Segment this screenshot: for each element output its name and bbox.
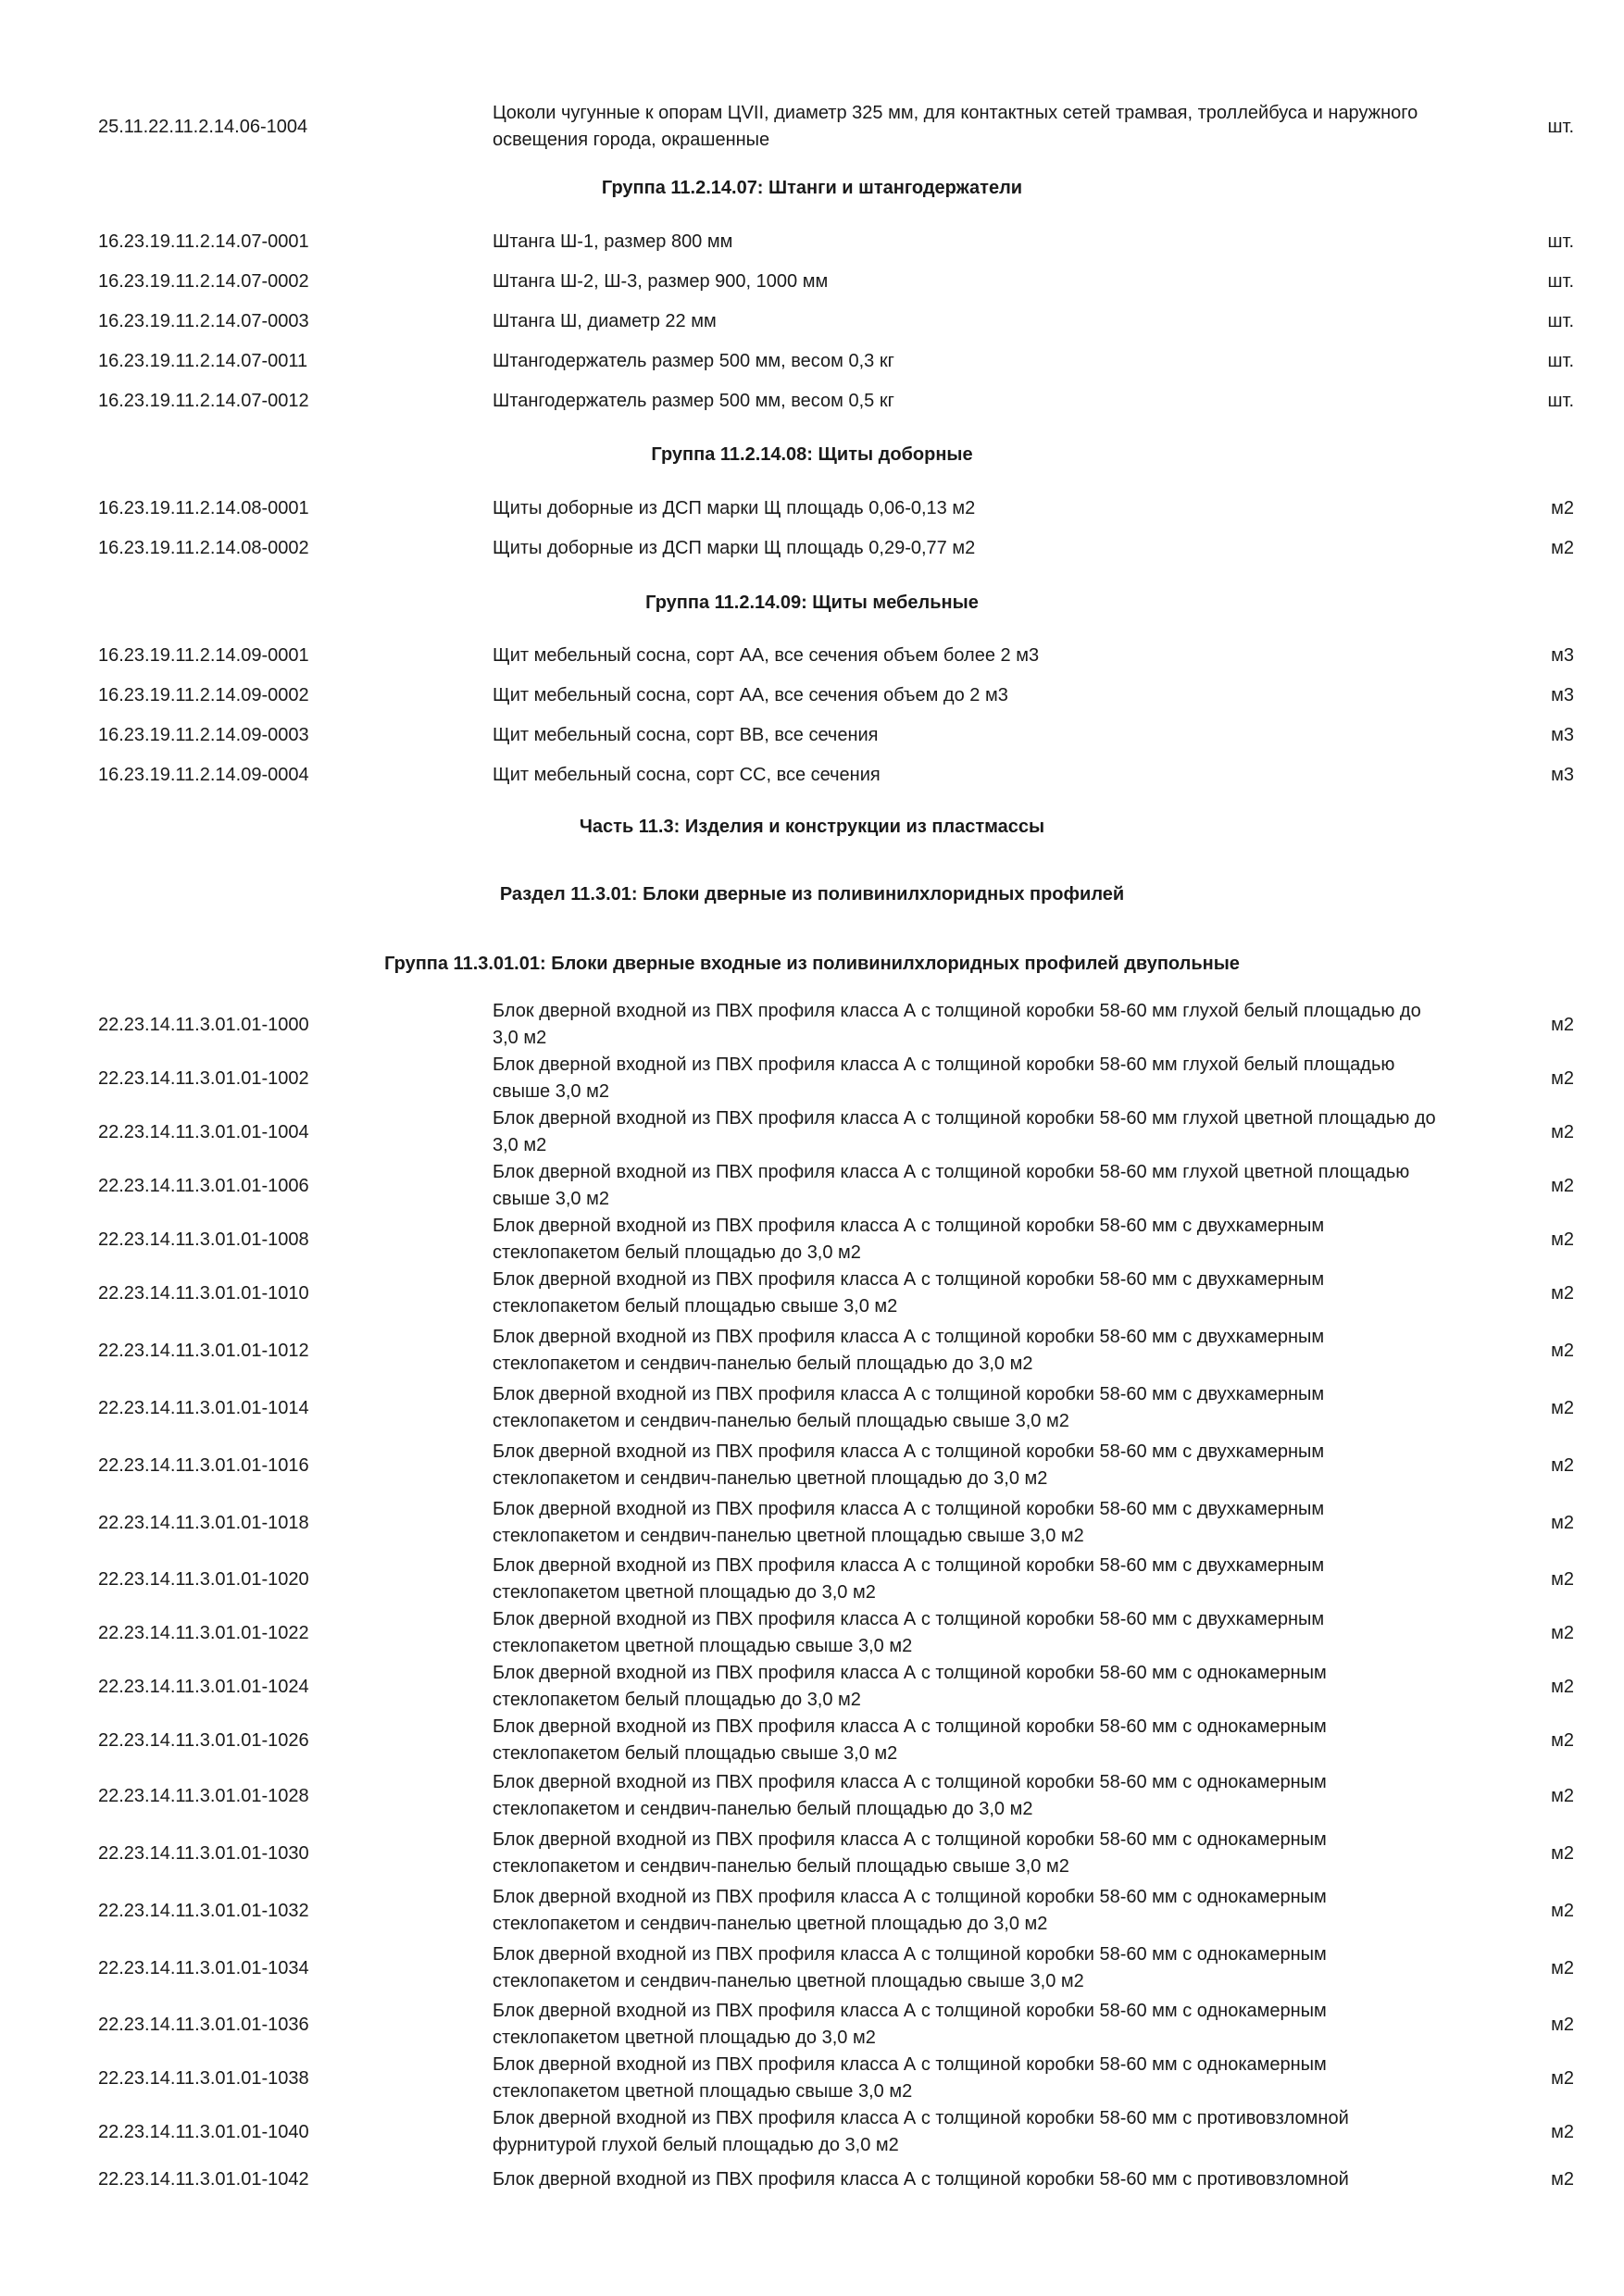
table-row <box>0 1323 1624 1379</box>
row-unit: м2 <box>1551 1282 1574 1304</box>
table-row <box>0 2165 1624 2193</box>
row-unit: м2 <box>1551 1121 1574 1142</box>
table-row <box>0 642 1624 669</box>
table-row <box>0 98 1624 156</box>
row-code: 22.23.14.11.3.01.01-1010 <box>98 1282 309 1304</box>
row-code: 22.23.14.11.3.01.01-1024 <box>98 1676 309 1697</box>
row-code: 22.23.14.11.3.01.01-1032 <box>98 1900 309 1921</box>
row-name: Блок дверной входной из ПВХ профиля класса А с толщиной коробки 58-60 мм с однокамерным стеклопакетом и сендвич-панелью белый площадью свыше 3,0 м2 <box>493 1829 1327 1877</box>
table-row <box>0 998 1624 1052</box>
row-unit: м2 <box>1551 1900 1574 1921</box>
table-row <box>0 228 1624 256</box>
row-code: 22.23.14.11.3.01.01-1012 <box>98 1340 309 1361</box>
row-code: 16.23.19.11.2.14.08-0002 <box>98 537 309 558</box>
row-unit: шт. <box>1547 350 1574 371</box>
row-unit: шт. <box>1547 270 1574 292</box>
row-unit: м2 <box>1551 1229 1574 1250</box>
row-unit: м2 <box>1551 2121 1574 2142</box>
row-unit: м2 <box>1551 1175 1574 1196</box>
table-row <box>0 1660 1624 1714</box>
row-code: 16.23.19.11.2.14.07-0003 <box>98 310 309 331</box>
row-unit: м2 <box>1551 1729 1574 1751</box>
table-row <box>0 681 1624 709</box>
row-code: 16.23.19.11.2.14.07-0002 <box>98 270 309 292</box>
row-code: 22.23.14.11.3.01.01-1042 <box>98 2168 309 2190</box>
row-code: 22.23.14.11.3.01.01-1030 <box>98 1842 309 1864</box>
table-row <box>0 1883 1624 1939</box>
row-name: Блок дверной входной из ПВХ профиля класса А с толщиной коробки 58-60 мм с двухкамерным стеклопакетом и сендвич-панелью цветной площадью свыше 3,0 м2 <box>493 1499 1325 1546</box>
row-name: Блок дверной входной из ПВХ профиля класса А с толщиной коробки 58-60 мм с однокамерным стеклопакетом белый площадью свыше 3,0 м2 <box>493 1716 1327 1764</box>
table-row <box>0 534 1624 562</box>
row-unit: шт. <box>1547 390 1574 411</box>
row-code: 16.23.19.11.2.14.07-0001 <box>98 231 309 252</box>
row-code: 16.23.19.11.2.14.09-0004 <box>98 764 309 785</box>
row-name: Цоколи чугунные к опорам ЦVII, диаметр 325 мм, для контактных сетей трамвая, троллейбуса и наружного освещения города, окрашенные <box>493 103 1418 150</box>
row-code: 16.23.19.11.2.14.09-0002 <box>98 684 309 705</box>
table-row <box>0 1495 1624 1551</box>
row-name: Блок дверной входной из ПВХ профиля класса А с толщиной коробки 58-60 мм с однокамерным стеклопакетом и сендвич-панелью цветной площадью до 3,0 м2 <box>493 1887 1327 1934</box>
row-unit: м2 <box>1551 1957 1574 1978</box>
row-name: Блок дверной входной из ПВХ профиля класса А с толщиной коробки 58-60 мм с однокамерным стеклопакетом цветной площадью свыше 3,0 м2 <box>493 2054 1327 2102</box>
row-name: Щит мебельный сосна, сорт ВВ, все сечения <box>493 724 879 745</box>
row-name: Блок дверной входной из ПВХ профиля класса А с толщиной коробки 58-60 мм с однокамерным стеклопакетом белый площадью до 3,0 м2 <box>493 1663 1327 1710</box>
group-heading: Группа 11.2.14.09: Щиты мебельные <box>645 593 979 613</box>
table-row <box>0 1998 1624 2052</box>
row-name: Блок дверной входной из ПВХ профиля класса А с толщиной коробки 58-60 мм с двухкамерным стеклопакетом белый площадью свыше 3,0 м2 <box>493 1269 1325 1316</box>
row-code: 22.23.14.11.3.01.01-1018 <box>98 1512 309 1533</box>
row-unit: м2 <box>1551 1397 1574 1418</box>
row-name: Щиты доборные из ДСП марки Щ площадь 0,06-0,13 м2 <box>493 497 976 518</box>
row-name: Блок дверной входной из ПВХ профиля класса А с толщиной коробки 58-60 мм глухой белый площадью до 3,0 м2 <box>493 1001 1421 1048</box>
row-code: 22.23.14.11.3.01.01-1016 <box>98 1454 309 1476</box>
row-unit: м2 <box>1551 1454 1574 1476</box>
table-row <box>0 761 1624 789</box>
row-name: Штангодержатель размер 500 мм, весом 0,3 кг <box>493 350 894 371</box>
row-code: 22.23.14.11.3.01.01-1038 <box>98 2067 309 2089</box>
row-name: Щит мебельный сосна, сорт АА, все сечения объем более 2 м3 <box>493 644 1040 666</box>
row-unit: шт. <box>1547 116 1574 137</box>
table-row <box>0 721 1624 749</box>
row-unit: м2 <box>1551 1622 1574 1643</box>
row-name: Щит мебельный сосна, сорт АА, все сечения объем до 2 м3 <box>493 684 1008 705</box>
row-name: Штанга Ш-1, размер 800 мм <box>493 231 733 252</box>
row-code: 16.23.19.11.2.14.09-0001 <box>98 644 309 666</box>
row-name: Блок дверной входной из ПВХ профиля класса А с толщиной коробки 58-60 мм глухой цветной площадью свыше 3,0 м2 <box>493 1162 1410 1209</box>
row-unit: м2 <box>1551 497 1574 518</box>
table-row <box>0 1714 1624 1767</box>
row-code: 22.23.14.11.3.01.01-1034 <box>98 1957 309 1978</box>
group-heading: Группа 11.2.14.08: Щиты доборные <box>651 444 973 465</box>
group-heading: Группа 11.3.01.01: Блоки дверные входные из поливинилхлоридных профилей двупольные <box>384 954 1240 974</box>
row-name: Блок дверной входной из ПВХ профиля класса А с толщиной коробки 58-60 мм с двухкамерным стеклопакетом и сендвич-панелью белый площадью до 3,0 м2 <box>493 1327 1325 1374</box>
row-unit: м2 <box>1551 2067 1574 2089</box>
part-heading: Часть 11.3: Изделия и конструкции из пластмассы <box>579 817 1045 837</box>
row-name: Щиты доборные из ДСП марки Щ площадь 0,29-0,77 м2 <box>493 537 976 558</box>
row-name: Штанга Ш, диаметр 22 мм <box>493 310 717 331</box>
row-unit: м2 <box>1551 1340 1574 1361</box>
section-heading: Раздел 11.3.01: Блоки дверные из поливинилхлоридных профилей <box>499 884 1125 905</box>
row-name: Блок дверной входной из ПВХ профиля класса А с толщиной коробки 58-60 мм с двухкамерным стеклопакетом цветной площадью свыше 3,0 м2 <box>493 1609 1325 1656</box>
table-row <box>0 1213 1624 1267</box>
table-row <box>0 1267 1624 1320</box>
row-code: 22.23.14.11.3.01.01-1008 <box>98 1229 309 1250</box>
row-name: Штанга Ш-2, Ш-3, размер 900, 1000 мм <box>493 270 829 292</box>
row-unit: м2 <box>1551 1676 1574 1697</box>
row-unit: м2 <box>1551 1785 1574 1806</box>
row-unit: шт. <box>1547 310 1574 331</box>
row-name: Блок дверной входной из ПВХ профиля класса А с толщиной коробки 58-60 мм с однокамерным стеклопакетом и сендвич-панелью белый площадью до 3,0 м2 <box>493 1772 1327 1819</box>
table-row <box>0 2105 1624 2159</box>
row-unit: м3 <box>1551 644 1574 666</box>
row-unit: м2 <box>1551 537 1574 558</box>
row-code: 25.11.22.11.2.14.06-1004 <box>98 116 308 137</box>
row-code: 22.23.14.11.3.01.01-1000 <box>98 1014 309 1035</box>
row-name: Блок дверной входной из ПВХ профиля класса А с толщиной коробки 58-60 мм глухой белый площадью свыше 3,0 м2 <box>493 1054 1395 1102</box>
row-unit: м3 <box>1551 764 1574 785</box>
row-code: 22.23.14.11.3.01.01-1002 <box>98 1067 309 1089</box>
table-row <box>0 347 1624 375</box>
table-row <box>0 1105 1624 1159</box>
row-unit: м3 <box>1551 724 1574 745</box>
row-name: Блок дверной входной из ПВХ профиля класса А с толщиной коробки 58-60 мм глухой цветной площадью до 3,0 м2 <box>493 1108 1436 1155</box>
row-unit: м2 <box>1551 1014 1574 1035</box>
row-code: 16.23.19.11.2.14.07-0012 <box>98 390 309 411</box>
row-code: 16.23.19.11.2.14.08-0001 <box>98 497 309 518</box>
row-code: 22.23.14.11.3.01.01-1028 <box>98 1785 309 1806</box>
row-name: Блок дверной входной из ПВХ профиля класса А с толщиной коробки 58-60 мм с однокамерным стеклопакетом цветной площадью до 3,0 м2 <box>493 2001 1327 2048</box>
row-name: Блок дверной входной из ПВХ профиля класса А с толщиной коробки 58-60 мм с двухкамерным стеклопакетом и сендвич-панелью цветной площадью до 3,0 м2 <box>493 1441 1325 1489</box>
row-name: Блок дверной входной из ПВХ профиля класса А с толщиной коробки 58-60 мм с противовзломной фурнитурой глухой белый площадью до 3,0 м2 <box>493 2108 1349 2155</box>
row-unit: м2 <box>1551 1067 1574 1089</box>
row-code: 22.23.14.11.3.01.01-1040 <box>98 2121 309 2142</box>
table-row <box>0 307 1624 335</box>
table-row <box>0 268 1624 295</box>
row-code: 22.23.14.11.3.01.01-1004 <box>98 1121 309 1142</box>
row-name: Блок дверной входной из ПВХ профиля класса А с толщиной коробки 58-60 мм с двухкамерным стеклопакетом цветной площадью до 3,0 м2 <box>493 1555 1325 1603</box>
table-row <box>0 2052 1624 2105</box>
row-name: Щит мебельный сосна, сорт СС, все сечения <box>493 764 881 785</box>
row-unit: м2 <box>1551 1842 1574 1864</box>
row-code: 22.23.14.11.3.01.01-1014 <box>98 1397 309 1418</box>
row-name: Блок дверной входной из ПВХ профиля класса А с толщиной коробки 58-60 мм с двухкамерным стеклопакетом белый площадью до 3,0 м2 <box>493 1216 1325 1263</box>
row-code: 22.23.14.11.3.01.01-1022 <box>98 1622 309 1643</box>
row-unit: м2 <box>1551 2014 1574 2035</box>
row-name: Блок дверной входной из ПВХ профиля класса А с толщиной коробки 58-60 мм с однокамерным стеклопакетом и сендвич-панелью цветной площадью свыше 3,0 м2 <box>493 1944 1327 1991</box>
table-row <box>0 1159 1624 1213</box>
row-code: 22.23.14.11.3.01.01-1020 <box>98 1568 309 1590</box>
row-code: 16.23.19.11.2.14.07-0011 <box>98 350 308 371</box>
group-heading: Группа 11.2.14.07: Штанги и штангодержатели <box>601 178 1023 198</box>
table-row <box>0 1553 1624 1606</box>
table-row <box>0 1438 1624 1493</box>
table-row <box>0 1826 1624 1881</box>
table-row <box>0 1940 1624 1996</box>
table-row <box>0 1768 1624 1824</box>
table-row <box>0 1052 1624 1105</box>
row-unit: м2 <box>1551 1512 1574 1533</box>
row-name: Блок дверной входной из ПВХ профиля класса А с толщиной коробки 58-60 мм с двухкамерным стеклопакетом и сендвич-панелью белый площадью свыше 3,0 м2 <box>493 1384 1325 1431</box>
row-unit: м2 <box>1551 1568 1574 1590</box>
row-code: 22.23.14.11.3.01.01-1036 <box>98 2014 309 2035</box>
row-code: 16.23.19.11.2.14.09-0003 <box>98 724 309 745</box>
table-row <box>0 494 1624 522</box>
table-row <box>0 1380 1624 1436</box>
row-unit: м3 <box>1551 684 1574 705</box>
table-row <box>0 387 1624 415</box>
row-unit: шт. <box>1547 231 1574 252</box>
row-unit: м2 <box>1551 2168 1574 2190</box>
row-code: 22.23.14.11.3.01.01-1026 <box>98 1729 309 1751</box>
row-name: Штангодержатель размер 500 мм, весом 0,5 кг <box>493 390 894 411</box>
row-name: Блок дверной входной из ПВХ профиля класса А с толщиной коробки 58-60 мм с противовзломной <box>493 2168 1349 2190</box>
table-row <box>0 1606 1624 1660</box>
row-code: 22.23.14.11.3.01.01-1006 <box>98 1175 309 1196</box>
